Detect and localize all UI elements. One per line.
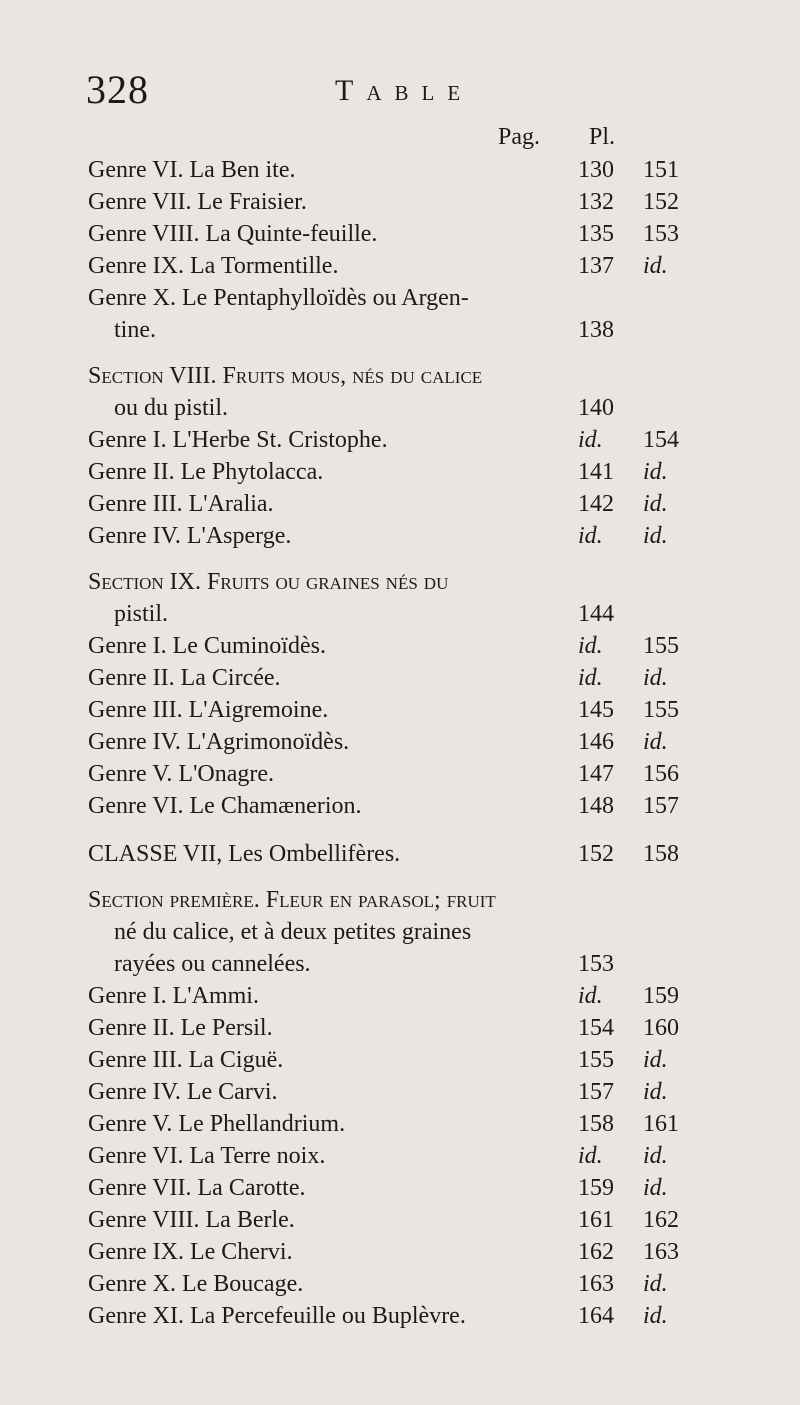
toc-entry-label: Genre III. La Ciguë. (88, 1047, 284, 1073)
toc-entry-page: 138 (578, 317, 614, 343)
toc-entry-label: Genre IV. L'Agrimonoïdès. (88, 729, 350, 755)
toc-entry-label: Section IX. Fruits ou graines nés du (88, 569, 449, 595)
toc-entry-plate: id. (643, 665, 668, 691)
toc-entry-label: Genre X. Le Boucage. (88, 1271, 304, 1297)
toc-entry-label: Genre V. Le Phellandrium. (88, 1111, 346, 1137)
toc-entry (0, 838, 800, 870)
toc-entry-page: 135 (578, 221, 614, 247)
toc-entry-plate: id. (643, 1143, 668, 1169)
toc-entry (0, 218, 800, 250)
toc-entry-page: 145 (578, 697, 614, 723)
toc-entry-page: 146 (578, 729, 614, 755)
toc-entry-page: id. (578, 427, 603, 453)
toc-entry-plate: id. (643, 253, 668, 279)
toc-entry-page: 130 (578, 157, 614, 183)
toc-entry (0, 154, 800, 186)
toc-entry-label: Genre VI. La Ben ite. (88, 157, 296, 183)
toc-entry-page: 140 (578, 395, 614, 421)
toc-entry-plate: 161 (643, 1111, 679, 1137)
toc-entry-label: Genre VII. La Carotte. (88, 1175, 306, 1201)
toc-entry (0, 1012, 800, 1044)
toc-entry-plate: id. (643, 1047, 668, 1073)
toc-entry (0, 916, 800, 948)
toc-entry (0, 360, 800, 392)
toc-entry (0, 980, 800, 1012)
toc-entry-label: Genre XI. La Percefeuille ou Buplèvre. (88, 1303, 466, 1329)
toc-entry-label: rayées ou cannelées. (114, 951, 311, 977)
toc-entry (0, 566, 800, 598)
toc-entry (0, 1236, 800, 1268)
toc-entry-label: Genre II. Le Phytolacca. (88, 459, 324, 485)
toc-entry-label: Genre IV. Le Carvi. (88, 1079, 278, 1105)
toc-entry-page: 157 (578, 1079, 614, 1105)
toc-entry-page: 158 (578, 1111, 614, 1137)
toc-entry-plate: 153 (643, 221, 679, 247)
toc-entry-page: 162 (578, 1239, 614, 1265)
toc-entry (0, 520, 800, 552)
toc-entry-plate: id. (643, 523, 668, 549)
toc-entry-label: Section première. Fleur en parasol; fruit (88, 887, 496, 913)
toc-entry-page: 159 (578, 1175, 614, 1201)
toc-entry (0, 758, 800, 790)
toc-entry-plate: 162 (643, 1207, 679, 1233)
toc-entry (0, 1076, 800, 1108)
toc-entry-plate: 157 (643, 793, 679, 819)
toc-entry-label: Genre IX. La Tormentille. (88, 253, 339, 279)
toc-entry-label: Genre VI. Le Chamænerion. (88, 793, 362, 819)
toc-entry-label: Genre VI. La Terre noix. (88, 1143, 326, 1169)
toc-entry (0, 662, 800, 694)
toc-entry (0, 598, 800, 630)
toc-entry-label: Genre IV. L'Asperge. (88, 523, 292, 549)
toc-entry (0, 456, 800, 488)
toc-entry-page: 147 (578, 761, 614, 787)
toc-entry (0, 488, 800, 520)
toc-entry-page: 163 (578, 1271, 614, 1297)
toc-entry (0, 1108, 800, 1140)
toc-entry-label: Genre VIII. La Berle. (88, 1207, 295, 1233)
toc-entry-label: Genre I. L'Herbe St. Cristophe. (88, 427, 388, 453)
toc-entry (0, 884, 800, 916)
toc-entry-page: 132 (578, 189, 614, 215)
toc-entry-label: pistil. (114, 601, 169, 627)
toc-entry-label: Genre III. L'Aigremoine. (88, 697, 329, 723)
toc-entry-plate: id. (643, 729, 668, 755)
column-header-pag: Pag. (498, 124, 540, 150)
toc-entry-label: Genre X. Le Pentaphylloïdès ou Argen- (88, 285, 469, 311)
toc-entry (0, 726, 800, 758)
toc-entry (0, 1300, 800, 1332)
toc-entry-label: CLASSE VII, Les Ombellifères. (88, 841, 401, 867)
toc-entry-page: id. (578, 983, 603, 1009)
toc-entry-label: Genre III. L'Aralia. (88, 491, 274, 517)
toc-entry (0, 314, 800, 346)
toc-entry-page: 137 (578, 253, 614, 279)
toc-entry-page: id. (578, 1143, 603, 1169)
toc-entry (0, 250, 800, 282)
toc-entry-plate: 159 (643, 983, 679, 1009)
toc-entry-label: Section VIII. Fruits mous, nés du calice (88, 363, 483, 389)
toc-entry-label: Genre IX. Le Chervi. (88, 1239, 293, 1265)
toc-entry (0, 424, 800, 456)
toc-entry (0, 186, 800, 218)
toc-entry-plate: id. (643, 1079, 668, 1105)
toc-entry-page: id. (578, 523, 603, 549)
toc-entry-plate: 154 (643, 427, 679, 453)
toc-entry-label: Genre I. L'Ammi. (88, 983, 259, 1009)
toc-entry-page: 154 (578, 1015, 614, 1041)
column-header-pl: Pl. (589, 124, 616, 150)
toc-entry (0, 282, 800, 314)
toc-entry-label: né du calice, et à deux petites graines (114, 919, 472, 945)
toc-entry-plate: id. (643, 1271, 668, 1297)
toc-entry-plate: 151 (643, 157, 679, 183)
toc-entry-label: Genre I. Le Cuminoïdès. (88, 633, 326, 659)
toc-entry-plate: id. (643, 1303, 668, 1329)
page-number: 328 (86, 67, 149, 112)
toc-entry-plate: id. (643, 491, 668, 517)
toc-entry-plate: id. (643, 459, 668, 485)
toc-entry (0, 1140, 800, 1172)
toc-entry (0, 630, 800, 662)
toc-entry (0, 694, 800, 726)
toc-entry-page: 144 (578, 601, 614, 627)
toc-entry-plate: 160 (643, 1015, 679, 1041)
toc-entry-page: id. (578, 665, 603, 691)
toc-entry (0, 790, 800, 822)
toc-entry (0, 392, 800, 424)
toc-entry-label: Genre V. L'Onagre. (88, 761, 275, 787)
toc-entry-page: 153 (578, 951, 614, 977)
toc-entry-plate: id. (643, 1175, 668, 1201)
toc-entry-plate: 155 (643, 697, 679, 723)
toc-entry-page: 161 (578, 1207, 614, 1233)
toc-entry-label: Genre VIII. La Quinte-feuille. (88, 221, 378, 247)
toc-entry-page: 152 (578, 841, 614, 867)
toc-entry-plate: 158 (643, 841, 679, 867)
toc-entry-label: Genre II. Le Persil. (88, 1015, 273, 1041)
toc-entry-page: 148 (578, 793, 614, 819)
toc-entry-label: ou du pistil. (114, 395, 229, 421)
toc-entry (0, 1268, 800, 1300)
toc-entry-page: 155 (578, 1047, 614, 1073)
toc-entry-plate: 156 (643, 761, 679, 787)
toc-entry-label: Genre VII. Le Fraisier. (88, 189, 307, 215)
toc-entry-page: 142 (578, 491, 614, 517)
toc-entry (0, 1204, 800, 1236)
running-title: Table (335, 74, 474, 107)
toc-entry-plate: 155 (643, 633, 679, 659)
toc-entry-plate: 163 (643, 1239, 679, 1265)
toc-entry-label: tine. (114, 317, 156, 343)
toc-entry-page: 164 (578, 1303, 614, 1329)
toc-entry-page: id. (578, 633, 603, 659)
toc-entry-page: 141 (578, 459, 614, 485)
toc-entry (0, 948, 800, 980)
toc-entry-label: Genre II. La Circée. (88, 665, 281, 691)
toc-entry (0, 1172, 800, 1204)
toc-entry-plate: 152 (643, 189, 679, 215)
toc-entry (0, 1044, 800, 1076)
